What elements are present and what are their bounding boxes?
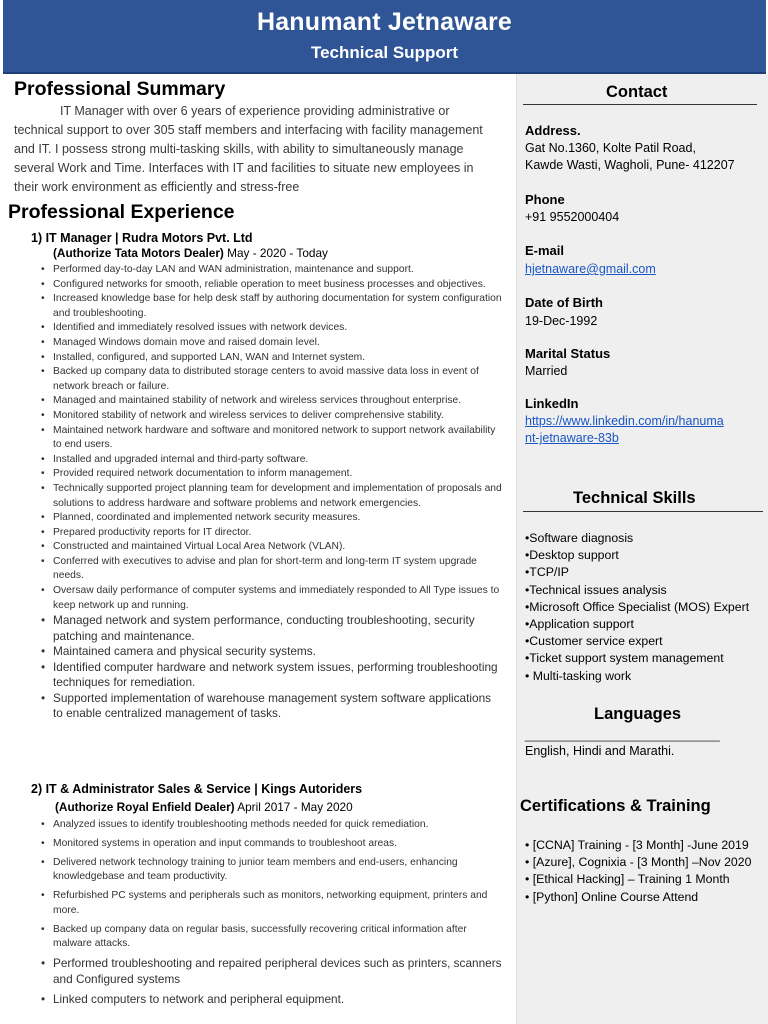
skill-item: •Ticket support system management <box>525 651 724 666</box>
list-item: • Supported implementation of warehouse management system software applications to enable centralized management of tasks. <box>40 691 502 722</box>
job-bullets-1 <box>40 263 502 722</box>
list-item: • Performed troubleshooting and repaired peripheral devices such as printers, scanners and Configured systems <box>40 956 502 987</box>
phone-value: +91 9552000404 <box>525 210 620 224</box>
skill-item: • Multi-tasking work <box>525 668 632 683</box>
linkedin-link-line-2[interactable]: nt-jetnaware-83b <box>525 431 619 445</box>
contact-heading: Contact <box>606 83 668 101</box>
list-item: • Managed and maintained stability of network and wireless services throughout enterprise. <box>40 394 502 409</box>
list-item: • Identified and immediately resolved issues with network devices. <box>40 321 502 336</box>
job-subtitle-2 <box>55 800 353 814</box>
skills-heading: Technical Skills <box>573 489 696 507</box>
email-label: E-mail <box>525 243 565 258</box>
list-item: • Managed Windows domain move and raised domain level. <box>40 336 502 351</box>
skill-item: •Software diagnosis <box>525 531 634 545</box>
linkedin-link-line-1[interactable]: https://www.linkedin.com/in/hanuma <box>525 414 724 428</box>
certification-item: • [CCNA] Training - [3 Month] -June 2019 <box>525 838 749 852</box>
certification-item: • [Azure], Cognixia - [3 Month] –Nov 2020 <box>525 855 752 870</box>
resume-header <box>3 0 766 74</box>
list-item: • Oversaw daily performance of computer systems and immediately responded to All Type issues to keep network up and running. <box>40 584 502 613</box>
list-item: • Performed day-to-day LAN and WAN administration, maintenance and support. <box>40 263 502 278</box>
list-item: • Maintained camera and physical security systems. <box>40 644 502 660</box>
summary-text: IT Manager with over 6 years of experience providing administrative or technical support to over 305 staff members and interfacing with facility management and IT. I possess strong multi-tasking skills, with ability to simultaneously manage several Work and Time. Interfaces with IT and facilities to situate new employees in their work environment as efficiently and stress-free <box>14 104 483 194</box>
certification-item: • [Ethical Hacking] – Training 1 Month <box>525 872 730 887</box>
list-item: • Configured networks for smooth, reliable operation to meet business processes and objectives. <box>40 278 502 293</box>
job-title-2: 2) IT & Administrator Sales & Service | Kings Autoriders <box>31 782 363 796</box>
list-item: • Constructed and maintained Virtual Local Area Network (VLAN). <box>40 540 502 555</box>
list-item: • Installed, configured, and supported LAN, WAN and Internet system. <box>40 351 502 366</box>
dob-value: 19-Dec-1992 <box>525 314 598 328</box>
job-dealer-2: (Authorize Royal Enfield Dealer) <box>55 800 235 814</box>
list-item: • Monitored stability of network and wireless services to deliver comprehensive stability. <box>40 409 502 424</box>
list-item: • Identified computer hardware and network system issues, performing troubleshooting techniques for remediation. <box>40 660 502 691</box>
list-item: • Maintained network hardware and software and monitored network to support network availability to end users. <box>40 424 502 453</box>
list-item: • Conferred with executives to advise and plan for short-term and long-term IT system upgrade needs. <box>40 555 502 584</box>
skill-item: •Customer service expert <box>525 634 663 649</box>
job-subtitle-1 <box>53 246 328 260</box>
experience-heading: Professional Experience <box>8 201 235 223</box>
certification-item: • [Python] Online Course Attend <box>525 889 699 904</box>
list-item: • Provided required network documentation to inform management. <box>40 467 502 482</box>
main-column <box>0 74 512 1024</box>
marital-value: Married <box>525 364 568 378</box>
skills-list <box>525 530 749 685</box>
list-item: • Analyzed issues to identify troubleshooting methods needed for quick remediation. <box>40 818 502 833</box>
list-item: • Backed up company data on regular basis, successfully recovering critical information after malware attacks. <box>40 923 502 952</box>
address-label: Address. <box>525 123 581 138</box>
skills-divider <box>523 511 763 512</box>
linkedin-label: LinkedIn <box>525 396 579 411</box>
list-item: • Prepared productivity reports for IT director. <box>40 526 502 541</box>
list-item: • Installed and upgraded internal and third-party software. <box>40 453 502 468</box>
summary-heading: Professional Summary <box>14 78 226 100</box>
list-item: • Backed up company data to distributed storage centers to avoid massive data loss in event of network breach or failure. <box>40 365 502 394</box>
list-item: • Managed network and system performance, conducting troubleshooting, security patching and maintenance. <box>40 613 502 644</box>
job-bullets-2 <box>40 818 502 1011</box>
skill-item: •Application support <box>525 617 634 632</box>
skill-item: •Technical issues analysis <box>525 582 667 597</box>
phone-label: Phone <box>525 192 565 207</box>
dob-label: Date of Birth <box>525 295 603 310</box>
candidate-name: Hanumant Jetnaware <box>256 8 513 36</box>
list-item: • Delivered network technology training to junior team members and end-users, enhancing knowledgebase and team productivity. <box>40 856 502 885</box>
job-dates-1: May - 2020 - Today <box>227 246 328 260</box>
sidebar <box>516 74 768 1024</box>
languages-underline: ____________________________ <box>525 728 720 742</box>
certifications-heading: Certifications & Training <box>520 797 711 815</box>
languages-heading: Languages <box>594 705 682 723</box>
list-item: • Linked computers to network and peripheral equipment. <box>40 992 502 1008</box>
skill-item: •TCP/IP <box>525 565 569 580</box>
address-line-2: Kawde Wasti, Wagholi, Pune- 412207 <box>525 158 735 172</box>
address-line-1: Gat No.1360, Kolte Patil Road, <box>525 141 696 155</box>
email-link[interactable]: hjetnaware@gmail.com <box>525 262 656 276</box>
contact-divider <box>523 104 757 105</box>
job-dates-2: April 2017 - May 2020 <box>237 800 353 814</box>
list-item: • Technically supported project planning team for development and implementation of proposals and solutions to address hardware and software problems and network emergencies. <box>40 482 502 511</box>
job-title-1: 1) IT Manager | Rudra Motors Pvt. Ltd <box>31 231 253 245</box>
job-dealer-1: (Authorize Tata Motors Dealer) <box>53 246 224 260</box>
candidate-role: Technical Support <box>310 43 459 62</box>
certifications-list <box>525 837 751 906</box>
skill-item: •Desktop support <box>525 548 619 563</box>
skill-item: •Microsoft Office Specialist (MOS) Expert <box>525 599 750 614</box>
list-item: • Increased knowledge base for help desk staff by authoring documentation for system configuration and troubleshooting. <box>40 292 502 321</box>
list-item: • Monitored systems in operation and input commands to troubleshoot areas. <box>40 837 502 852</box>
list-item: • Planned, coordinated and implemented network security measures. <box>40 511 502 526</box>
list-item: • Refurbished PC systems and peripherals such as monitors, networking equipment, printers and more. <box>40 889 502 918</box>
marital-label: Marital Status <box>525 346 611 361</box>
languages-text: English, Hindi and Marathi. <box>525 744 675 758</box>
